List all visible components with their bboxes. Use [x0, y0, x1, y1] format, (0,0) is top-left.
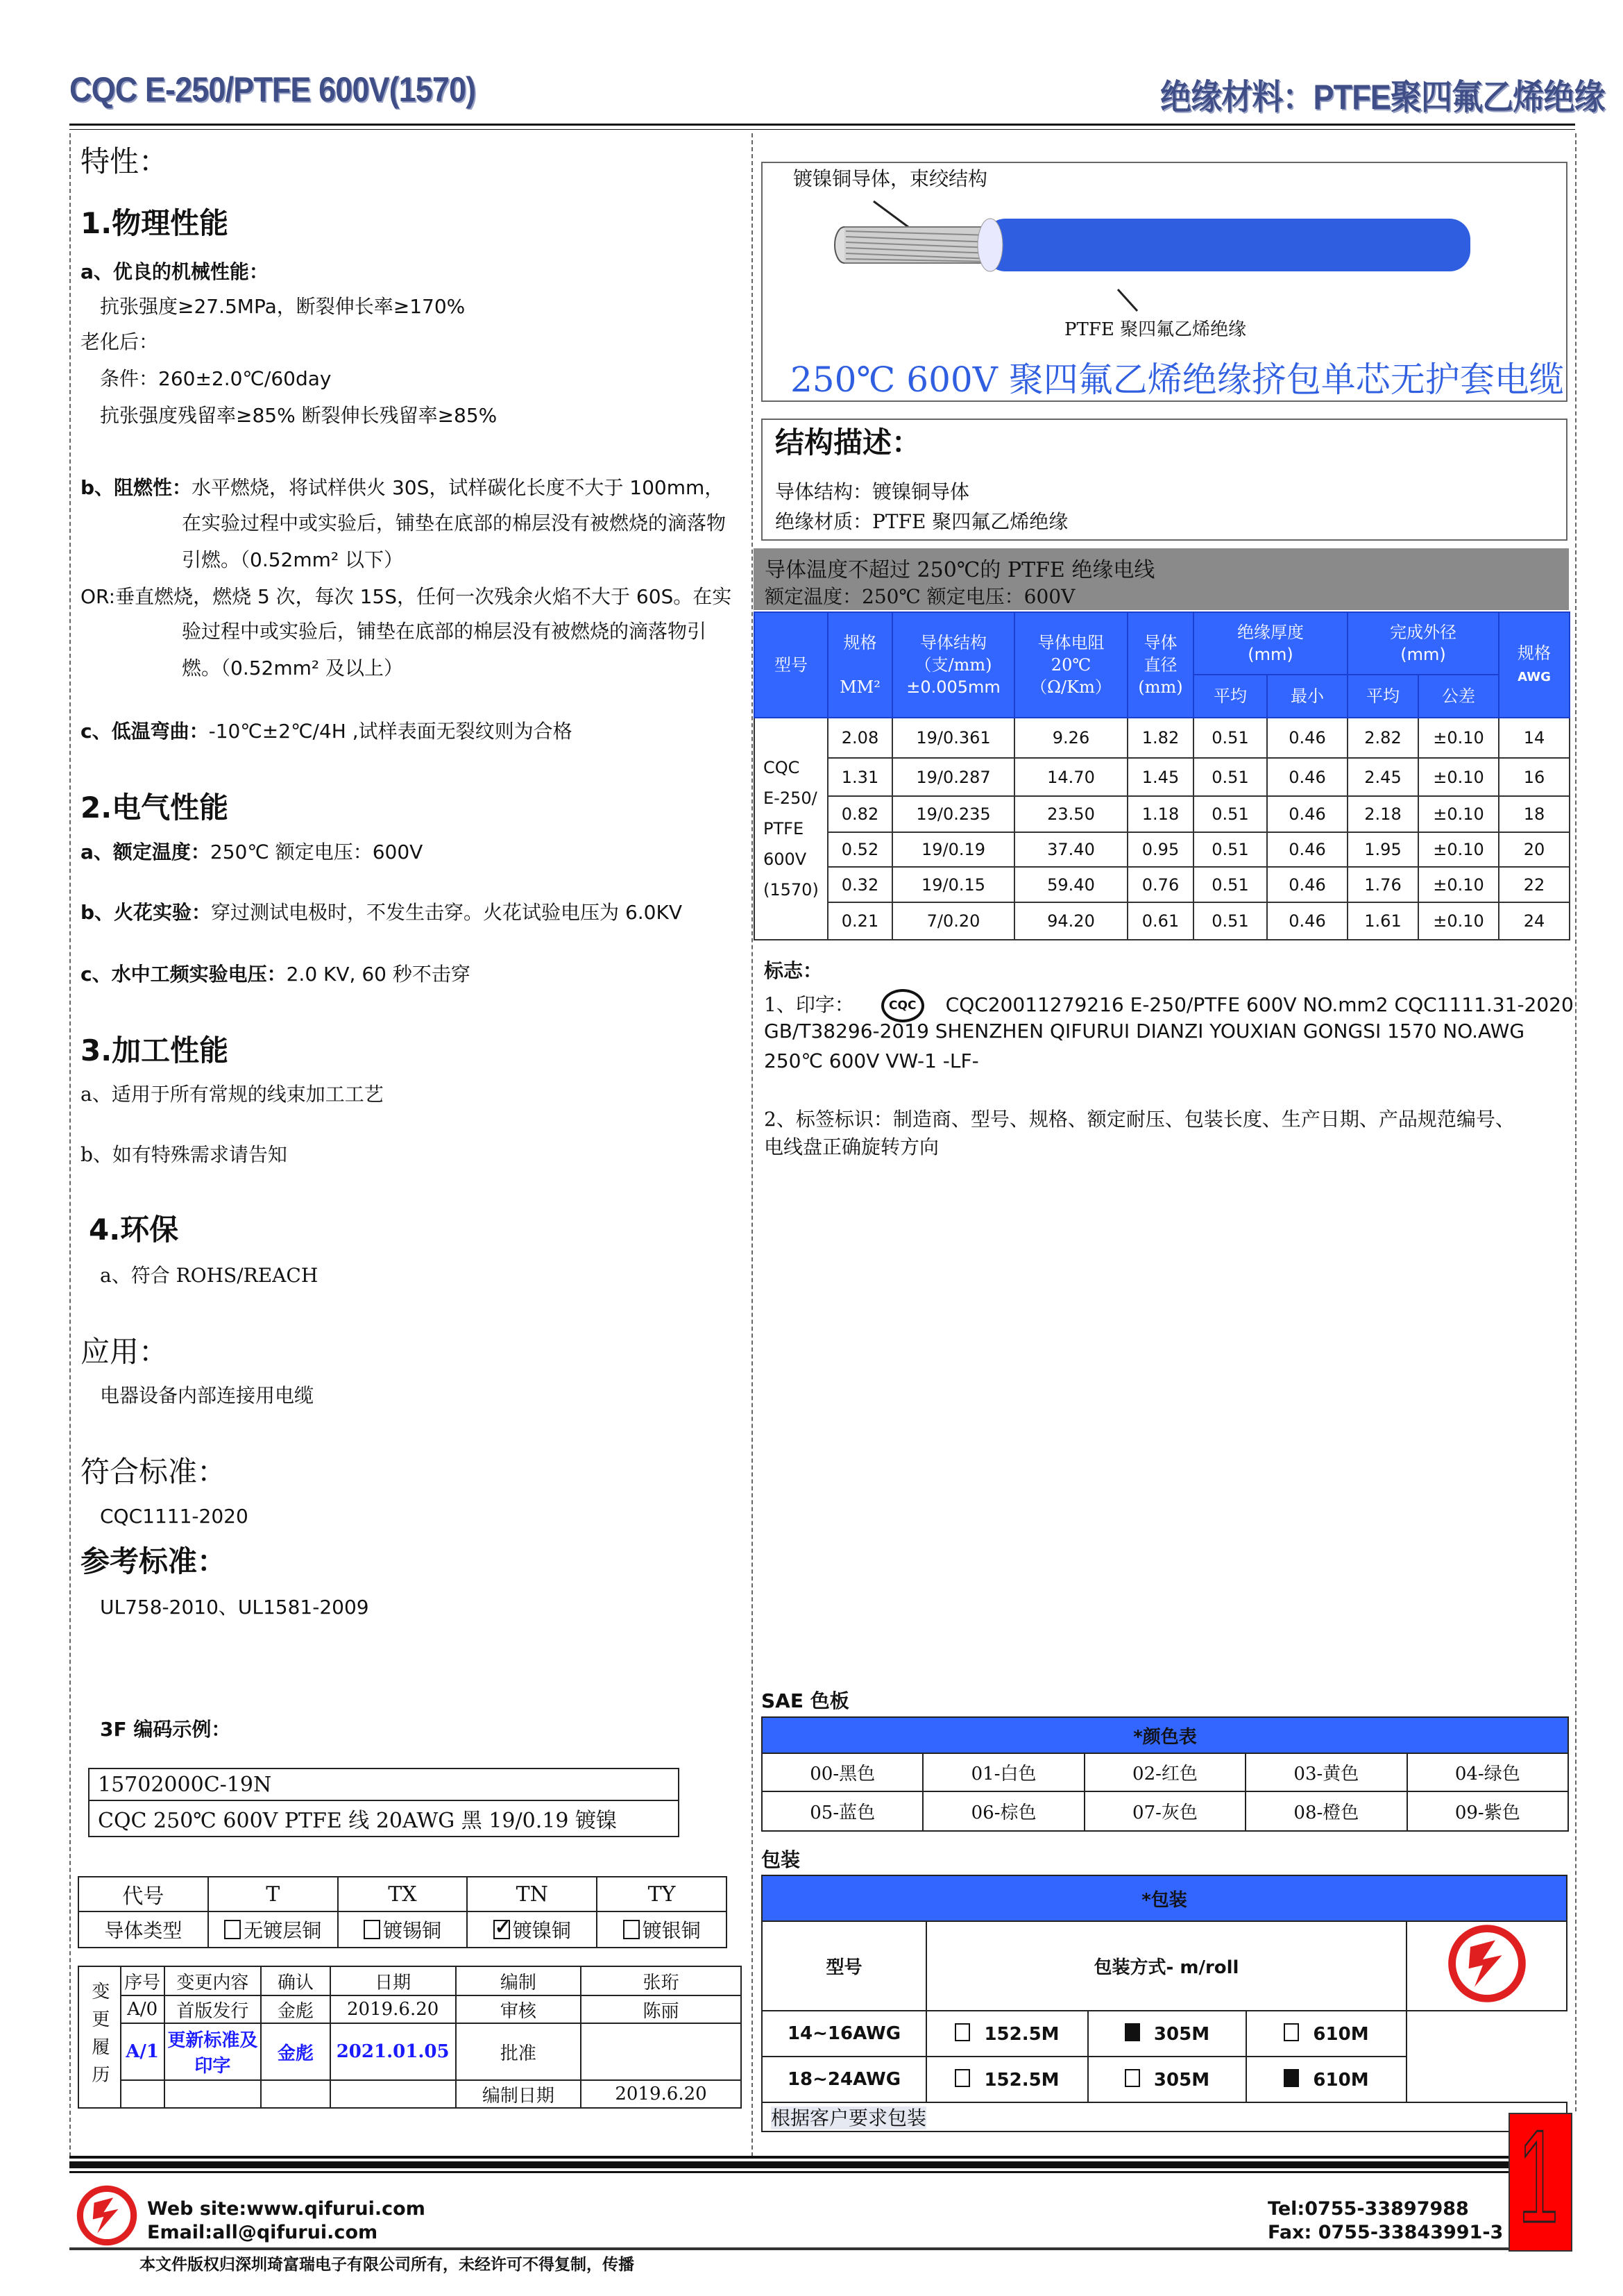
col-resistance [1014, 612, 1128, 718]
cold-bend-text: -10℃±2℃/4H ,试样表面无裂纹则为合格 [208, 720, 572, 743]
col-size [828, 612, 892, 718]
packaging-checkbox[interactable] [1125, 2023, 1140, 2041]
vertical-flame-line1: OR:垂直燃烧，燃烧 5 次，每次 15S，任何一次残余火焰不大于 60S。在实 [80, 585, 732, 608]
col-outer [1348, 612, 1499, 675]
footer-bottom-rule [69, 2247, 1509, 2250]
insulation-end [978, 219, 1003, 271]
insulation-arrow [1118, 289, 1137, 311]
rated-temp-label: a、额定温度： [80, 841, 210, 863]
checkbox[interactable] [493, 1920, 510, 1939]
col-insulation-unit: (mm) [1248, 645, 1293, 664]
rating-line2: 额定温度：250℃ 额定电压：600V [765, 585, 1076, 608]
packaging-option-label: 305M [1153, 2023, 1210, 2045]
footer-rule-1 [69, 2156, 1509, 2159]
structure-heading: 结构描述： [775, 425, 921, 459]
conductor-code-T: T [208, 1877, 338, 1911]
footer-logo-icon [75, 2184, 139, 2247]
col-insulation-label: 绝缘厚度 [1237, 623, 1304, 642]
conductor-arrow [874, 201, 908, 227]
spec-model-line: 600V [763, 850, 807, 869]
col-ins-avg: 平均 [1193, 675, 1267, 718]
conductor-option-label: 镀镍铜 [512, 1919, 571, 1942]
packaging-method-header: 包装方式- m/roll [926, 1921, 1407, 2011]
spec-cell: ±0.10 [1418, 867, 1499, 902]
flame-line1: 水平燃烧，将试样供火 30S，试样碳化长度不大于 100mm， [192, 476, 724, 499]
processing-a: a、适用于所有常规的线束加工工艺 [80, 1083, 384, 1106]
spec-model-line: PTFE [763, 819, 804, 838]
rating-banner [754, 548, 1569, 610]
packaging-option-label: 152.5M [984, 2023, 1060, 2045]
spec-cell: 19/0.287 [892, 758, 1014, 796]
vertical-flame-line3: 燃。（0.52mm² 及以上） [182, 657, 404, 679]
col-structure-tol: ±0.005mm [906, 677, 1001, 697]
spec-cell: 0.95 [1128, 832, 1193, 867]
cable-figure [761, 162, 1567, 402]
spec-row [754, 902, 1570, 940]
col-awg-unit: AWG [1518, 669, 1551, 684]
spec-cell: 0.82 [828, 796, 892, 832]
history-row [78, 1995, 741, 2023]
history-row [78, 2023, 741, 2080]
spec-cell: 0.51 [1193, 867, 1267, 902]
reference-text: UL758-2010、UL1581-2009 [100, 1596, 369, 1619]
history-cell: 审核 [456, 1995, 581, 2023]
color-cell: 00-黑色 [762, 1753, 923, 1791]
spec-cell: 0.51 [1193, 796, 1267, 832]
packaging-option[interactable] [1246, 2057, 1407, 2102]
spec-cell: 0.51 [1193, 758, 1267, 796]
spec-model-line: E-250/ [763, 788, 817, 808]
mechanical-label: a、优良的机械性能： [80, 260, 269, 283]
color-cell: 03-黄色 [1246, 1753, 1407, 1791]
color-row [762, 1753, 1568, 1791]
spec-cell: 0.61 [1128, 902, 1193, 940]
aging-retention: 抗张强度残留率≥85% 断裂伸长残留率≥85% [100, 404, 498, 427]
flame-line3: 引燃。（0.52mm² 以下） [182, 548, 404, 571]
spec-cell: 1.95 [1348, 832, 1418, 867]
col-outer-unit: (mm) [1400, 645, 1446, 664]
environment-a: a、符合 ROHS/REACH [100, 1264, 318, 1287]
change-history-table [78, 1966, 742, 2109]
history-cell: 确认 [261, 1966, 330, 1995]
spec-cell: 0.32 [828, 867, 892, 902]
packaging-option[interactable] [926, 2011, 1088, 2057]
spark-text: 穿过测试电极时，不发生击穿。火花试验电压为 6.0KV [211, 901, 682, 924]
col-ins-min: 最小 [1267, 675, 1348, 718]
packaging-heading: 包装 [761, 1848, 801, 1871]
spec-cell: 1.82 [1128, 718, 1193, 758]
color-table [761, 1716, 1569, 1832]
col-resistance-unit: （Ω/Km） [1030, 677, 1112, 697]
frame-divider [751, 133, 753, 2156]
packaging-note [762, 2102, 1567, 2132]
history-cell: 日期 [330, 1966, 456, 1995]
vertical-flame-line2: 验过程中或实验后，铺垫在底部的棉层没有被燃烧的滴落物引 [182, 620, 707, 643]
label-line2: 电线盘正确旋转方向 [764, 1136, 940, 1158]
spec-cell: 19/0.361 [892, 718, 1014, 758]
application-heading: 应用： [80, 1335, 169, 1369]
history-cell: 首版发行 [164, 1995, 262, 2023]
spec-cell: 1.61 [1348, 902, 1418, 940]
cable-title: 250℃ 600V 聚四氟乙烯绝缘挤包单芯无护套电缆 [790, 360, 1564, 400]
packaging-option[interactable] [1088, 2011, 1246, 2057]
conductor-code-TN: TN [467, 1877, 597, 1911]
conductor-type-label: 导体类型 [78, 1911, 208, 1948]
history-cell: 2021.01.05 [330, 2023, 456, 2080]
history-cell: 2019.6.20 [330, 1995, 456, 2023]
col-size-label: 规格 [843, 633, 877, 652]
history-cell: 2019.6.20 [581, 2080, 741, 2108]
packaging-option-label: 305M [1153, 2069, 1210, 2091]
conductor-option-label: 镀锡铜 [382, 1919, 441, 1942]
history-cell: A/0 [121, 1995, 164, 2023]
packaging-row [762, 2057, 1567, 2102]
packaging-option-label: 152.5M [984, 2069, 1060, 2091]
history-cell: 编制 [456, 1966, 581, 1995]
history-cell: 金彪 [261, 2023, 330, 2080]
code-value: 15702000C-19N [89, 1769, 679, 1800]
packaging-option[interactable] [1246, 2011, 1407, 2057]
footer-fax: Fax: 0755-33843991-3 [1268, 2222, 1504, 2243]
aging-label: 老化后： [80, 330, 159, 353]
spec-cell: 23.50 [1014, 796, 1128, 832]
cold-bend-label: c、低温弯曲： [80, 720, 209, 743]
history-cell: 金彪 [261, 1995, 330, 2023]
packaging-checkbox[interactable] [1284, 2069, 1299, 2087]
electrical-heading: 2.电气性能 [80, 791, 229, 825]
spec-row [754, 796, 1570, 832]
color-cell: 01-白色 [923, 1753, 1084, 1791]
conductor-callout: 镀镍铜导体，束绞结构 [793, 167, 988, 190]
col-insulation [1193, 612, 1348, 675]
physical-heading: 1.物理性能 [80, 206, 229, 240]
spec-cell: 0.46 [1267, 867, 1348, 902]
spec-cell: 20 [1499, 832, 1570, 867]
packaging-model: 18~24AWG [762, 2057, 926, 2102]
spec-cell: 94.20 [1014, 902, 1128, 940]
spec-cell: 19/0.19 [892, 832, 1014, 867]
print-label: 1、印字： [764, 993, 854, 1016]
water-voltage-text: 2.0 KV, 60 秒不击穿 [286, 963, 470, 986]
col-diameter-label: 导体 [1144, 633, 1178, 652]
spec-cell: 0.51 [1193, 832, 1267, 867]
insulation-jacket [985, 219, 1470, 271]
spec-row [754, 867, 1570, 902]
color-row [762, 1791, 1568, 1831]
col-structure-unit: （支/mm) [915, 655, 992, 675]
code-description: CQC 250℃ 600V PTFE 线 20AWG 黑 19/0.19 镀镍 [89, 1800, 679, 1837]
checkbox[interactable] [364, 1920, 380, 1939]
spec-cell: 1.76 [1348, 867, 1418, 902]
col-structure-label: 导体结构 [920, 633, 987, 652]
marking-heading: 标志： [764, 959, 823, 982]
compliance-text: CQC1111-2020 [100, 1505, 248, 1528]
spec-cell: 22 [1499, 867, 1570, 902]
spec-cell: 0.46 [1267, 718, 1348, 758]
spec-cell: 7/0.20 [892, 902, 1014, 940]
document-title: CQC E-250/PTFE 600V(1570) [69, 70, 476, 109]
page-number: 1 [1518, 2103, 1559, 2250]
packaging-note-text: 根据客户要求包装 [771, 2107, 927, 2129]
col-resistance-temp: 20℃ [1051, 655, 1091, 675]
conductor-code-header: 代号 [78, 1877, 208, 1911]
packaging-option-label: 610M [1313, 2023, 1369, 2045]
packaging-checkbox[interactable] [1284, 2023, 1299, 2041]
color-cell: 06-棕色 [923, 1791, 1084, 1831]
spec-cell: 2.82 [1348, 718, 1418, 758]
conductor-option-label: 无镀层铜 [244, 1919, 322, 1942]
spec-cell: 0.46 [1267, 902, 1348, 940]
flame-line2: 在实验过程中或实验后，铺垫在底部的棉层没有被燃烧的滴落物 [182, 512, 726, 534]
spec-cell: 1.31 [828, 758, 892, 796]
spec-cell: 2.45 [1348, 758, 1418, 796]
header-rule [69, 124, 1575, 126]
sae-heading: SAE 色板 [761, 1689, 849, 1712]
history-cell [261, 2080, 330, 2108]
history-cell [330, 2080, 456, 2108]
packaging-checkbox[interactable] [955, 2023, 970, 2041]
footer-rule-3 [69, 2171, 1509, 2173]
conductor-strands-icon [835, 227, 992, 263]
spec-cell: 0.76 [1128, 867, 1193, 902]
col-structure [892, 612, 1014, 718]
history-cell [164, 2080, 262, 2108]
insulation-callout: PTFE 聚四氟乙烯绝缘 [1064, 319, 1247, 340]
color-table-title: *颜色表 [762, 1717, 1568, 1753]
packaging-option-label: 610M [1313, 2069, 1369, 2091]
history-cell: 更新标准及印字 [164, 2023, 262, 2080]
color-cell: 02-红色 [1085, 1753, 1246, 1791]
conductor-option-label: 镀银铜 [642, 1919, 701, 1942]
cqc-mark-icon: CQC [881, 989, 924, 1022]
packaging-table [761, 1875, 1567, 2132]
water-voltage-label: c、水中工频实验电压： [80, 963, 287, 986]
spec-model-line: (1570) [763, 880, 819, 900]
col-awg-label: 规格 [1518, 643, 1551, 663]
col-od-tol: 公差 [1418, 675, 1499, 718]
spec-model-line: CQC [763, 758, 800, 777]
history-cell: 批准 [456, 2023, 581, 2080]
spec-cell: 18 [1499, 796, 1570, 832]
frame-right [1575, 133, 1577, 2111]
packaging-checkbox[interactable] [1125, 2069, 1140, 2087]
conductor-code-TY: TY [597, 1877, 726, 1911]
spec-cell: 14 [1499, 718, 1570, 758]
footer-website: Web site:www.qifurui.com [147, 2198, 425, 2220]
signature [581, 2023, 741, 2080]
conductor-option [208, 1911, 338, 1948]
spec-cell: 37.40 [1014, 832, 1128, 867]
footer-rule-2 [69, 2161, 1509, 2168]
col-size-unit: MM² [840, 677, 881, 697]
spec-cell: 59.40 [1014, 867, 1128, 902]
conductor-code-TX: TX [338, 1877, 468, 1911]
col-diameter-unit: (mm) [1138, 677, 1183, 697]
spec-cell: 24 [1499, 902, 1570, 940]
frame-left [69, 133, 71, 2156]
history-side-label: 变更履历 [78, 1966, 121, 2108]
history-cell: A/1 [121, 2023, 164, 2080]
spec-cell: ±0.10 [1418, 832, 1499, 867]
page-number-box [1509, 2103, 1572, 2252]
spec-cell: ±0.10 [1418, 796, 1499, 832]
color-cell: 07-灰色 [1085, 1791, 1246, 1831]
aging-condition: 条件：260±2.0℃/60day [100, 367, 332, 390]
color-cell: 09-紫色 [1407, 1791, 1568, 1831]
spec-cell: 0.51 [1193, 718, 1267, 758]
document-category: 绝缘材料：PTFE聚四氟乙烯绝缘 [1160, 78, 1605, 117]
conductor-option [597, 1911, 726, 1948]
spec-cell: 0.46 [1267, 832, 1348, 867]
checkbox[interactable] [224, 1920, 241, 1939]
spec-cell: 0.46 [1267, 758, 1348, 796]
print-line1: CQC20011279216 E-250/PTFE 600V NO.mm2 CQC1111.31-2020 [945, 993, 1574, 1016]
color-cell: 05-蓝色 [762, 1791, 923, 1831]
history-row [78, 2080, 741, 2108]
history-cell: 编制日期 [456, 2080, 581, 2108]
print-line2: GB/T38296-2019 SHENZHEN QIFURUI DIANZI YOUXIAN GONGSI 1570 NO.AWG [764, 1020, 1525, 1043]
spec-cell: 2.08 [828, 718, 892, 758]
footer-copyright: 本文件版权归深圳琦富瑞电子有限公司所有，未经许可不得复制，传播 [139, 2256, 634, 2274]
features-heading: 特性： [80, 144, 169, 178]
spec-cell: 19/0.15 [892, 867, 1014, 902]
rated-temp-text: 250℃ 额定电压：600V [210, 841, 423, 863]
history-cell: 陈丽 [581, 1995, 741, 2023]
col-diameter-label2: 直径 [1144, 655, 1178, 675]
spec-row [754, 832, 1570, 867]
spark-label: b、火花实验： [80, 901, 212, 924]
history-cell: 变更内容 [164, 1966, 262, 1995]
footer-email: Email:all@qifurui.com [147, 2222, 378, 2243]
spec-cell: 9.26 [1014, 718, 1128, 758]
history-row [78, 1966, 741, 1995]
col-outer-label: 完成外径 [1390, 623, 1456, 642]
spec-cell: 1.18 [1128, 796, 1193, 832]
label-line1: 2、标签标识：制造商、型号、规格、额定耐压、包装长度、生产日期、产品规范编号、 [764, 1108, 1515, 1131]
structure-conductor: 导体结构：镀镍铜导体 [775, 480, 970, 503]
packaging-model: 14~16AWG [762, 2011, 926, 2057]
spec-cell: 16 [1499, 758, 1570, 796]
col-resistance-label: 导体电阻 [1037, 633, 1105, 652]
spec-cell: ±0.10 [1418, 718, 1499, 758]
spec-row [754, 718, 1570, 758]
rating-line1: 导体温度不超过 250℃的 PTFE 绝缘电线 [765, 558, 1155, 582]
col-diameter [1128, 612, 1193, 718]
code-example-heading: 3F 编码示例： [100, 1718, 231, 1741]
spec-row [754, 758, 1570, 796]
spec-cell: 0.46 [1267, 796, 1348, 832]
conductor-option [467, 1911, 597, 1948]
print-line3: 250℃ 600V VW-1 -LF- [764, 1049, 979, 1072]
history-cell [121, 2080, 164, 2108]
packaging-checkbox[interactable] [955, 2069, 970, 2087]
conductor-option [338, 1911, 468, 1948]
spec-cell: 0.51 [1193, 902, 1267, 940]
packaging-row [762, 2011, 1567, 2057]
structure-insulation: 绝缘材质：PTFE 聚四氟乙烯绝缘 [775, 510, 1069, 533]
spec-cell: 1.45 [1128, 758, 1193, 796]
spec-cell: ±0.10 [1418, 902, 1499, 940]
application-text: 电器设备内部连接用电缆 [100, 1384, 314, 1407]
color-cell: 04-绿色 [1407, 1753, 1568, 1791]
structure-box [761, 419, 1567, 541]
packaging-option[interactable] [926, 2057, 1088, 2102]
history-cell: 序号 [121, 1966, 164, 1995]
packaging-option[interactable] [1088, 2057, 1246, 2102]
spec-table [754, 611, 1570, 940]
col-model: 型号 [754, 612, 828, 718]
processing-heading: 3.加工性能 [80, 1033, 229, 1067]
packaging-logo-cell [1407, 1921, 1567, 2011]
spec-model-cell [754, 718, 828, 940]
spec-cell: 19/0.235 [892, 796, 1014, 832]
compliance-heading: 符合标准： [80, 1455, 227, 1489]
company-logo-icon [1445, 1922, 1529, 2005]
conductor-type-table [78, 1876, 727, 1948]
tensile-text: 抗张强度≥27.5MPa，断裂伸长率≥170% [100, 295, 466, 318]
spec-cell: 2.18 [1348, 796, 1418, 832]
spec-cell: ±0.10 [1418, 758, 1499, 796]
header-rule-thin [69, 129, 1575, 130]
col-od-avg: 平均 [1348, 675, 1418, 718]
col-awg [1499, 612, 1570, 718]
footer-tel: Tel:0755-33897988 [1268, 2198, 1469, 2220]
spec-cell: 0.52 [828, 832, 892, 867]
spec-cell: 14.70 [1014, 758, 1128, 796]
environment-heading: 4.环保 [89, 1213, 179, 1247]
code-example-box [88, 1768, 679, 1837]
processing-b: b、如有特殊需求请告知 [80, 1143, 287, 1166]
reference-heading: 参考标准： [80, 1544, 227, 1578]
checkbox[interactable] [623, 1920, 640, 1939]
packaging-model-header: 型号 [762, 1921, 926, 2011]
spec-cell: 0.21 [828, 902, 892, 940]
history-cell: 张珩 [581, 1966, 741, 1995]
flame-label: b、阻燃性： [80, 476, 192, 499]
color-cell: 08-橙色 [1246, 1791, 1407, 1831]
packaging-table-title: *包装 [762, 1875, 1567, 1921]
